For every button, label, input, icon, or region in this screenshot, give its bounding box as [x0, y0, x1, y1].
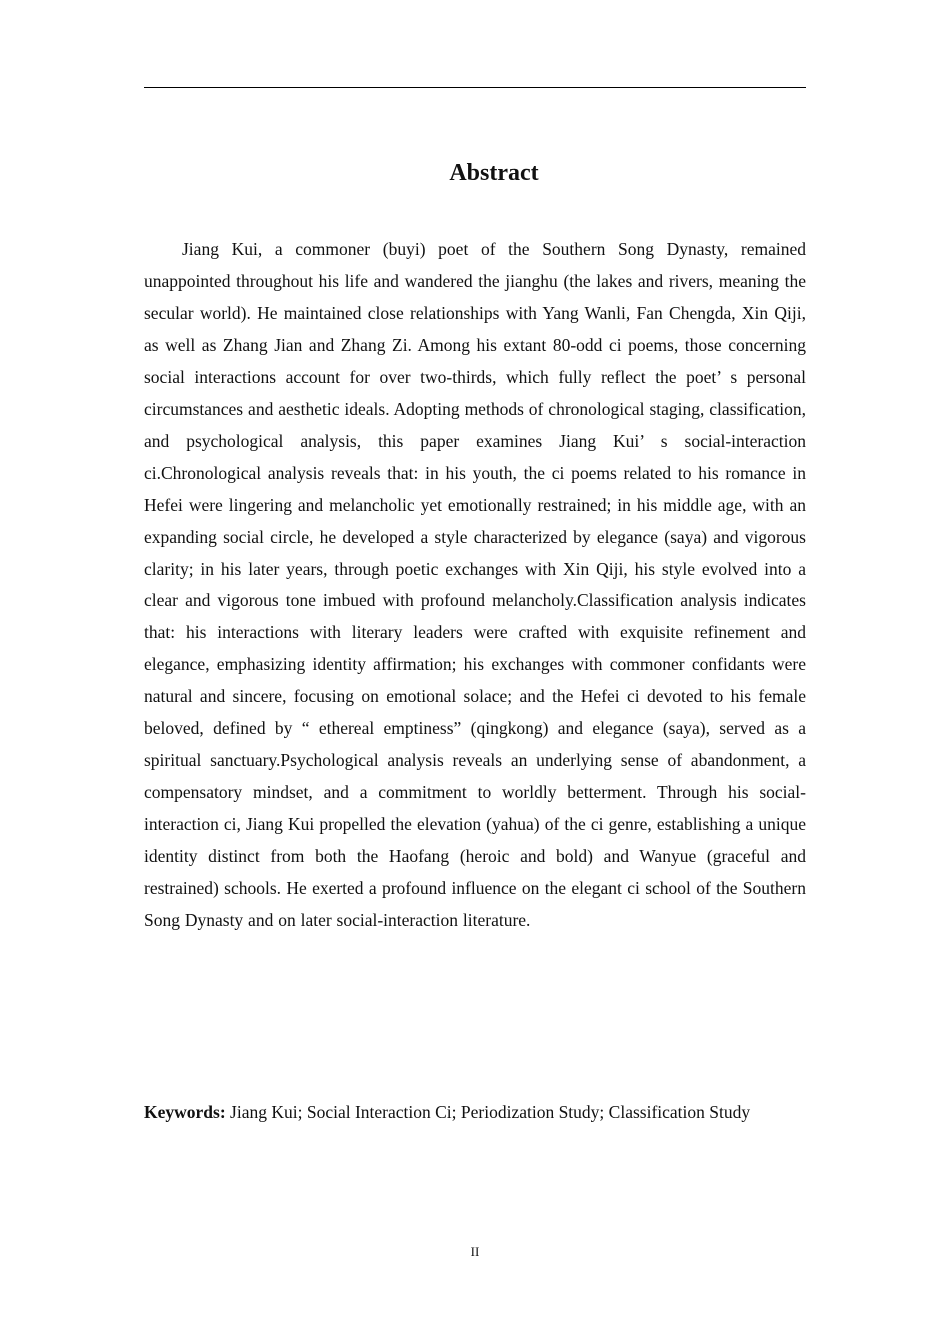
page-number: II: [470, 1244, 480, 1259]
keywords-label: Keywords:: [144, 1102, 226, 1122]
abstract-title: Abstract: [449, 160, 539, 186]
abstract-body: Jiang Kui, a commoner (buyi) poet of the Southern Song Dynasty, remained unappointed throughout his life and wandered the jianghu (the lakes and rivers, meaning the secular world). He maintained close relationships with Yang Wanli, Fan Chengda, Xin Qiji, as well as Zhang Jian and Zhang Zi. Among his extant 80-odd ci poems, those concerning social interactions account for over two-thirds, which fully reflect the poet’ s personal circumstances and aesthetic ideals. Adopting methods of chronological staging, classification, and psychological analysis, this paper examines Jiang Kui’ s social-interaction ci.Chronological analysis reveals that: in his youth, the ci poems related to his romance in Hefei were lingering and melancholic yet emotionally restrained; in his middle age, with an expanding social circle, he developed a style characterized by elegance (saya) and vigorous clarity; in his later years, through poetic exchanges with Xin Qiji, his style evolved into a clear and vigorous tone imbued with profound melancholy.Classification analysis indicates that: his interactions with literary leaders were crafted with exquisite refinement and elegance, emphasizing identity affirmation; his exchanges with commoner confidants were natural and sincere, focusing on emotional solace; and the Hefei ci devoted to his female beloved, defined by “ ethereal emptiness” (qingkong) and elegance (saya), served as a spiritual sanctuary.Psychological analysis reveals an underlying sense of abandonment, a compensatory mindset, and a commitment to worldly betterment. Through his social-interaction ci, Jiang Kui propelled the elevation (yahua) of the ci genre, establishing a unique identity distinct from both the Haofang (heroic and bold) and Wanyue (graceful and restrained) schools. He exerted a profound influence on the elegant ci school of the Southern Song Dynasty and on later social-interaction literature.: [144, 239, 806, 931]
keywords-text: Jiang Kui; Social Interaction Ci; Periodization Study; Classification Study: [225, 1102, 751, 1122]
keywords-paragraph: [144, 1096, 806, 1128]
header-rule: [144, 87, 806, 88]
